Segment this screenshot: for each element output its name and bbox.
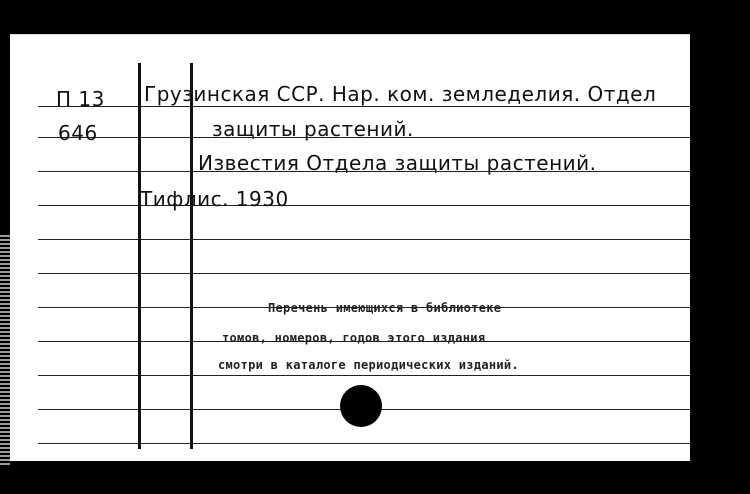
stamp-line-2: томов, номеров, годов этого издания: [222, 331, 486, 345]
title-line: Известия Отдела защиты растений.: [198, 151, 597, 175]
ruled-line: [38, 239, 690, 240]
inventory-number: 646: [58, 121, 98, 145]
imprint-line: Тифлис. 1930: [140, 187, 289, 211]
author-line: Грузинская ССР. Нар. ком. земледелия. Отдел: [144, 82, 657, 106]
author-line-continued: защиты растений.: [212, 117, 414, 141]
margin-line-left: [138, 63, 141, 449]
ruled-line: [38, 273, 690, 274]
ruled-line: [38, 375, 690, 376]
call-number: П 13: [56, 87, 105, 111]
punch-hole: [340, 385, 382, 427]
scan-edge-noise: [0, 235, 10, 465]
ruled-line: [38, 205, 690, 206]
margin-line-right: [190, 63, 193, 449]
catalog-card: [10, 34, 690, 461]
stamp-line-1: Перечень имеющихся в библиотеке: [268, 301, 502, 315]
ruled-line: [38, 443, 690, 444]
ruled-line: [38, 106, 690, 107]
stamp-line-3: смотри в каталоге периодических изданий.: [218, 358, 519, 372]
